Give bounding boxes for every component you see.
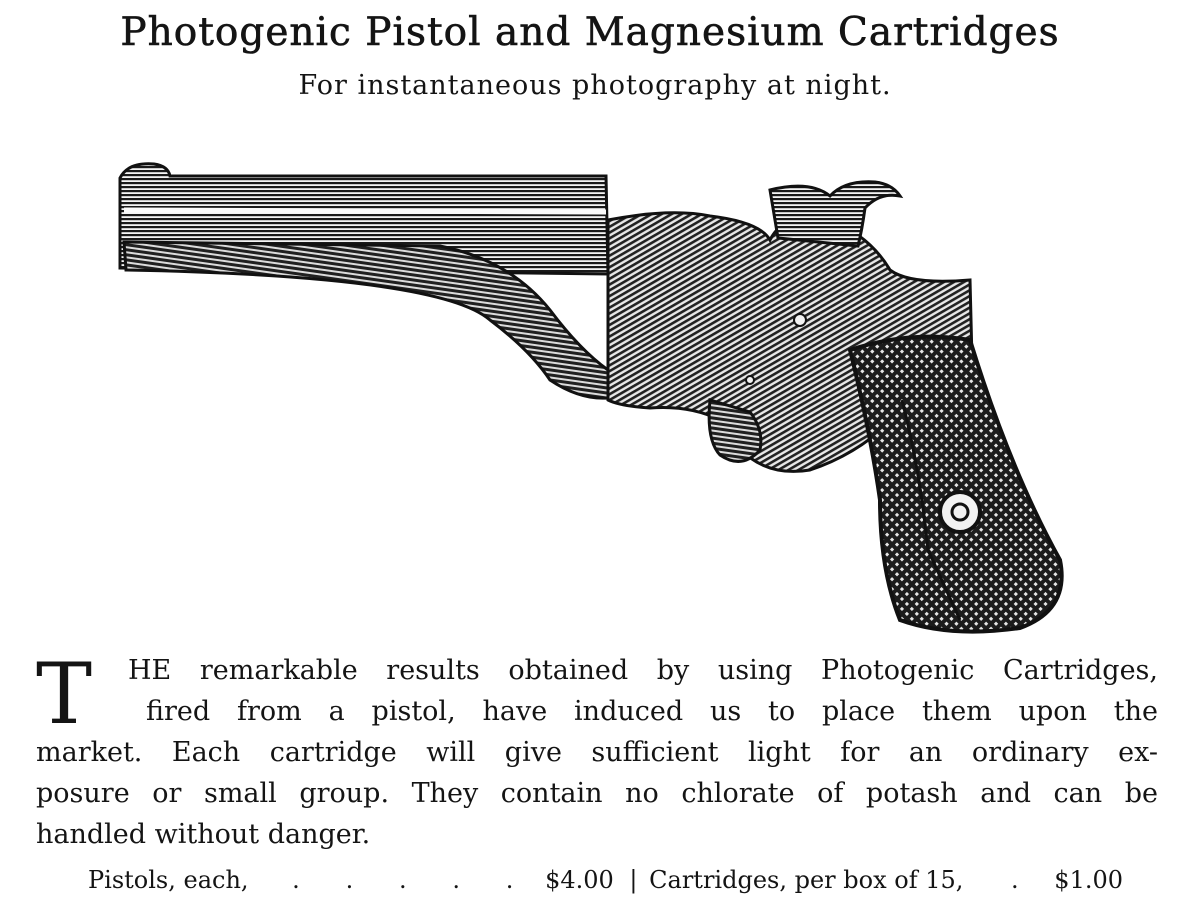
page-subtitle: For instantaneous photography at night. (298, 70, 892, 101)
paragraph-line: market. Each cartridge will give sufficient light for an ordinary ex- (36, 737, 1158, 768)
paragraph-line: fired from a pistol, have induced us to place them upon the (146, 696, 1158, 727)
leader-dots: . (1011, 866, 1019, 894)
paragraph-line: HE remarkable results obtained by using Photogenic Cartridges, (128, 655, 1158, 686)
price-list (88, 866, 1124, 894)
cartridge-price-label: Cartridges, per box of 15, (649, 866, 964, 894)
leader-dots: . . . . . (292, 866, 514, 894)
pistol-engraving-icon (110, 150, 1080, 640)
price-separator: | (629, 866, 638, 894)
page-title: Photogenic Pistol and Magnesium Cartridges (120, 10, 1060, 55)
pistol-price-label: Pistols, each, (88, 866, 249, 894)
description-paragraph (36, 645, 1158, 855)
paragraph-line: handled without danger. (36, 819, 371, 850)
paragraph-line: posure or small group. They contain no chlorate of potash and can be (36, 778, 1158, 809)
cartridge-price: $1.00 (1054, 866, 1124, 894)
pistol-price: $4.00 (545, 866, 614, 894)
drop-cap: T (36, 645, 93, 743)
